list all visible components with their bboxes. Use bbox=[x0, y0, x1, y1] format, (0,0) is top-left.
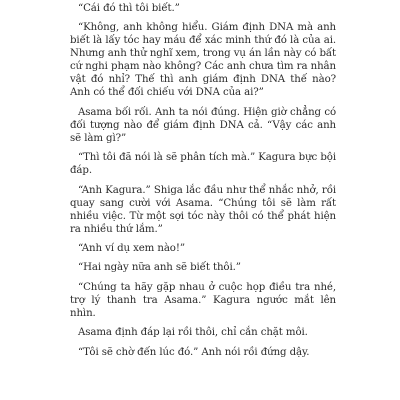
paragraph: “Chúng ta hãy gặp nhau ở cuộc họp điều tra nhé, trợ lý thanh tra Asama.” Kagura ngước mắt lên nhìn. bbox=[70, 281, 336, 319]
paragraph: “Không, anh không hiểu. Giám định DNA mà anh biết là lấy tóc hay máu để xác minh thứ đó là của ai. Nhưng anh thử nghĩ xem, trong vụ án lần này có bất cứ nghi phạm nào không? Các anh chưa tìm ra nhân vật đó nhỉ? Thế thì anh giám định DNA thế nào? Anh có thể đối chiếu với DNA của ai?” bbox=[70, 22, 337, 99]
paragraph: Asama định đáp lại rồi thôi, chỉ cắn chặt môi. bbox=[78, 327, 308, 339]
paragraph: Asama bối rối. Anh ta nói đúng. Hiện giờ chẳng có đối tượng nào để giám định DNA cả. “Vậy các anh sẽ làm gì?” bbox=[70, 106, 336, 144]
paragraph: “Tôi sẽ chờ đến lúc đó.” Anh nói rồi đứng dậy. bbox=[78, 346, 310, 358]
paragraph: “Anh Kagura.” Shiga lắc đầu như thể nhắc nhở, rồi quay sang cười với Asama. “Chúng tôi sẽ làm rất nhiều việc. Từ một sợi tóc này thôi có thể phát hiện ra nhiều thứ lắm.” bbox=[70, 184, 336, 235]
paragraph: “Thì tôi đã nói là sẽ phân tích mà.” Kagura bực bội đáp. bbox=[70, 152, 336, 177]
paragraph: “Anh ví dụ xem nào!” bbox=[78, 242, 185, 254]
paragraph: “Cái đó thì tôi biết.” bbox=[78, 3, 180, 14]
paragraph: “Hai ngày nữa anh sẽ biết thôi.” bbox=[78, 262, 241, 274]
